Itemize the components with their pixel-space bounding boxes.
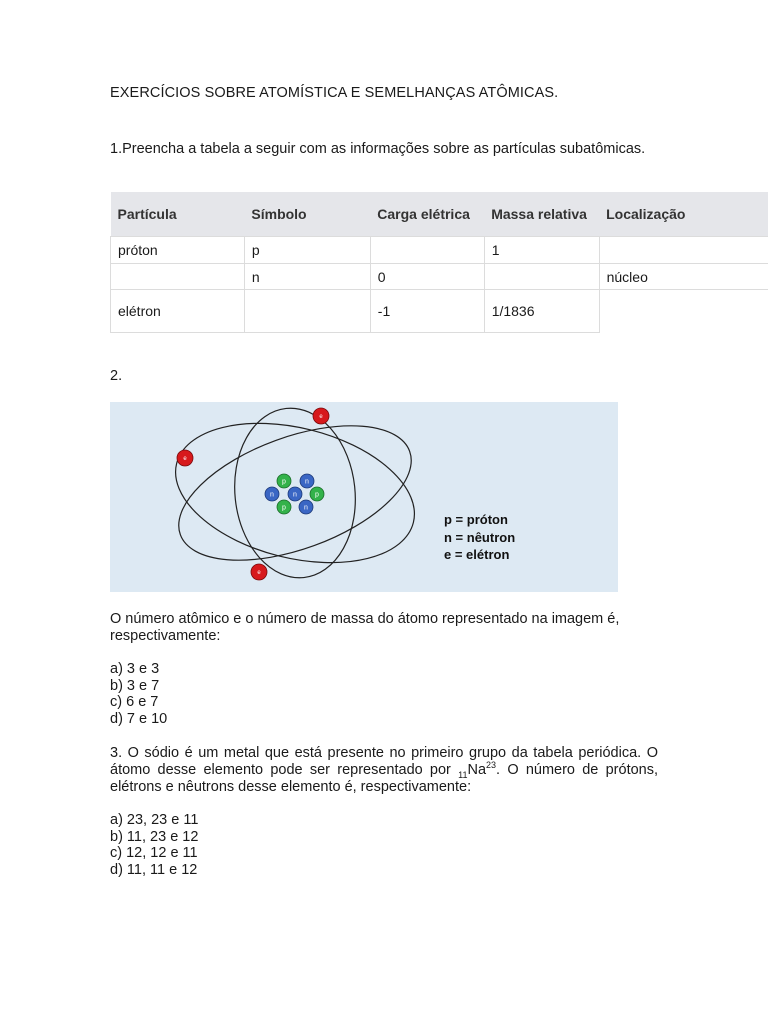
particle-label: e bbox=[257, 570, 261, 576]
question-3-text-before: 3. O sódio é um metal que está presente no primeiro grupo da tabela periódica. O átomo desse elemento pode ser representado por bbox=[110, 745, 658, 778]
nucleus bbox=[265, 474, 324, 514]
table-cell: elétron bbox=[111, 290, 245, 333]
page-title: EXERCÍCIOS SOBRE ATOMÍSTICA E SEMELHANÇAS ATÔMICAS. bbox=[110, 85, 559, 101]
table-row bbox=[111, 290, 768, 333]
table-header: Partícula bbox=[111, 192, 245, 237]
table-row bbox=[111, 264, 768, 290]
table-header: Massa relativa bbox=[484, 192, 599, 237]
table-cell bbox=[370, 237, 484, 264]
particle-label: n bbox=[270, 491, 274, 499]
table-cell bbox=[599, 237, 768, 264]
element-symbol: Na bbox=[467, 762, 487, 778]
legend-item: p = próton bbox=[444, 512, 508, 527]
particle-label: n bbox=[305, 478, 309, 486]
table-cell bbox=[111, 264, 245, 290]
table-header: Localização bbox=[599, 192, 768, 237]
table-cell bbox=[484, 264, 599, 290]
particle-label: e bbox=[319, 414, 323, 420]
table-cell: 1 bbox=[484, 237, 599, 264]
option-b: b) 11, 23 e 12 bbox=[110, 828, 199, 845]
particles-table bbox=[110, 192, 768, 333]
question-2-text: O número atômico e o número de massa do átomo representado na imagem é, respectivamente: bbox=[110, 611, 620, 644]
table-cell: 1/1836 bbox=[484, 290, 599, 333]
option-c: c) 12, 12 e 11 bbox=[110, 845, 198, 862]
table-cell: -1 bbox=[370, 290, 484, 333]
question-2-number: 2. bbox=[110, 368, 123, 384]
table-header-row bbox=[111, 192, 768, 237]
mass-number: 23 bbox=[486, 760, 497, 771]
particle-label: p bbox=[315, 491, 319, 499]
particle-label: p bbox=[282, 478, 286, 486]
option-b: b) 3 e 7 bbox=[110, 677, 160, 694]
particle-label: e bbox=[183, 456, 187, 462]
particle-label: n bbox=[304, 504, 308, 512]
legend bbox=[444, 512, 515, 562]
table-cell: p bbox=[244, 237, 370, 264]
legend-item: n = nêutron bbox=[444, 530, 516, 545]
table-cell: núcleo bbox=[599, 264, 768, 290]
table-cell bbox=[599, 290, 768, 333]
option-d: d) 7 e 10 bbox=[110, 710, 168, 727]
electrons bbox=[177, 408, 329, 580]
option-a: a) 3 e 3 bbox=[110, 661, 160, 677]
question-3-text bbox=[110, 745, 658, 796]
table-cell bbox=[244, 290, 370, 333]
table-cell: 0 bbox=[370, 264, 484, 290]
option-d: d) 11, 11 e 12 bbox=[110, 861, 198, 878]
atom-diagram bbox=[110, 402, 618, 592]
atomic-number: 11 bbox=[458, 769, 468, 780]
question-1-text: 1.Preencha a tabela a seguir com as informações sobre as partículas subatômicas. bbox=[110, 141, 646, 157]
question-3-text-after: . O número de prótons, elétrons e nêutrons desse elemento é, respectivamente: bbox=[110, 762, 658, 795]
question-3-options bbox=[110, 812, 198, 878]
particle-label: n bbox=[293, 491, 297, 499]
table-row bbox=[111, 237, 768, 264]
table-cell: n bbox=[244, 264, 370, 290]
table-cell: próton bbox=[111, 237, 245, 264]
particle-label: p bbox=[282, 504, 286, 512]
option-c: c) 6 e 7 bbox=[110, 694, 159, 711]
option-a: a) 23, 23 e 11 bbox=[110, 812, 199, 828]
table-header: Carga elétrica bbox=[370, 192, 484, 237]
legend-item: e = elétron bbox=[444, 547, 510, 562]
question-2-options bbox=[110, 661, 167, 727]
table-header: Símbolo bbox=[244, 192, 370, 237]
